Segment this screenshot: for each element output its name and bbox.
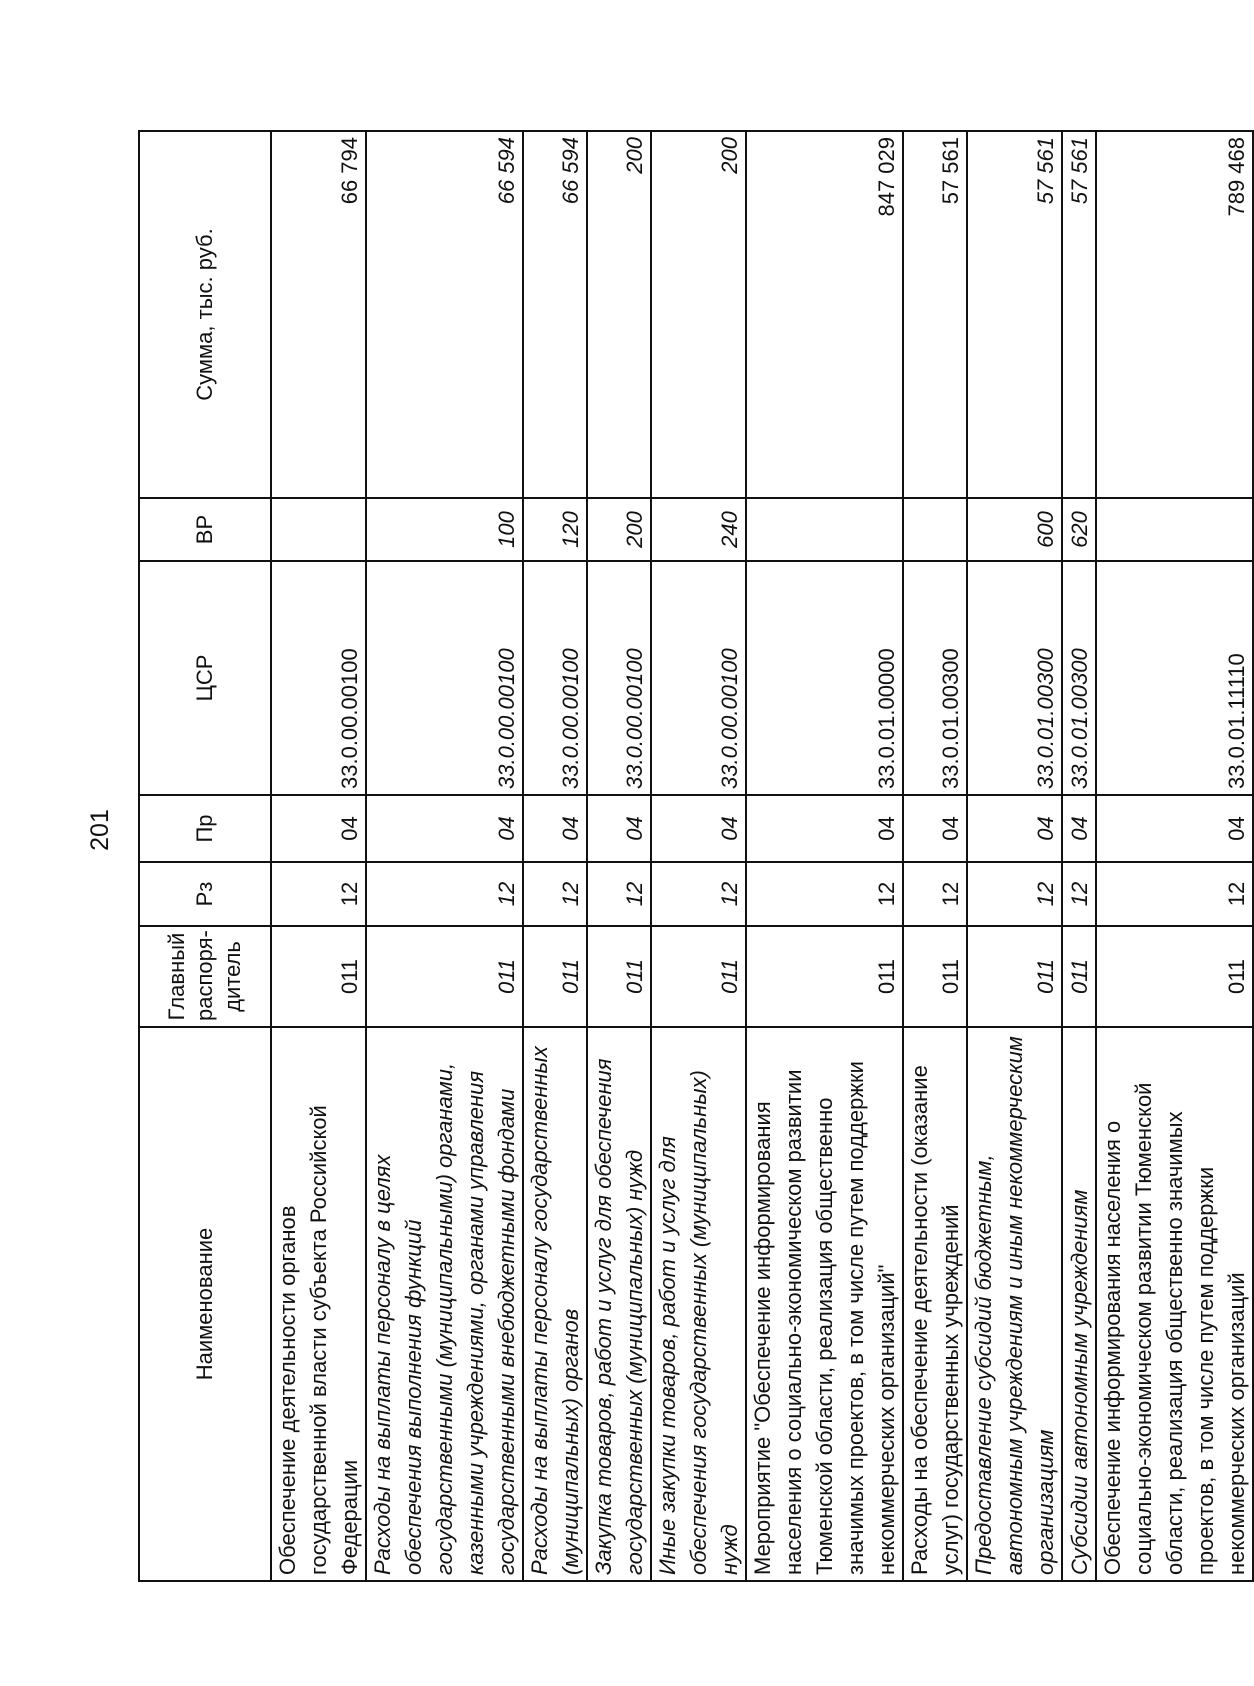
cell-pr: 04 (271, 795, 366, 862)
cell-sum: 200 (587, 131, 651, 498)
cell-csr: 33.0.01.00300 (903, 561, 967, 795)
cell-rz: 12 (1062, 862, 1096, 926)
cell-sum: 66 794 (271, 131, 366, 498)
cell-grbs: 011 (523, 926, 587, 1027)
table-body (271, 131, 1253, 1581)
cell-name: Иные закупки товаров, работ и услуг для обеспечения государственных (муниципальных) нужд (651, 1027, 746, 1581)
cell-vr: 600 (967, 498, 1062, 561)
cell-rz: 12 (523, 862, 587, 926)
budget-table (138, 130, 1254, 1582)
cell-name: Мероприятие "Обеспечение информирования населения о социально-экономическом развитии Тюменской области, реализация общественно значимых проектов, в том числе путем поддержки некоммерческих организаций" (746, 1027, 903, 1581)
table-row (903, 131, 967, 1581)
table-row (1096, 131, 1253, 1581)
cell-vr (903, 498, 967, 561)
cell-rz: 12 (1096, 862, 1253, 926)
cell-csr: 33.0.01.11110 (1096, 561, 1253, 795)
cell-vr: 620 (1062, 498, 1096, 561)
cell-sum: 200 (651, 131, 746, 498)
table-row (271, 131, 366, 1581)
cell-csr: 33.0.01.00300 (967, 561, 1062, 795)
cell-name: Расходы на обеспечение деятельности (оказание услуг) государственных учреждений (903, 1027, 967, 1581)
header-pr: Пр (139, 795, 271, 862)
cell-vr (1096, 498, 1253, 561)
cell-sum: 57 561 (903, 131, 967, 498)
cell-pr: 04 (651, 795, 746, 862)
cell-grbs: 011 (903, 926, 967, 1027)
cell-grbs: 011 (746, 926, 903, 1027)
cell-vr (271, 498, 366, 561)
cell-rz: 12 (746, 862, 903, 926)
cell-sum: 57 561 (967, 131, 1062, 498)
cell-pr: 04 (1062, 795, 1096, 862)
cell-rz: 12 (651, 862, 746, 926)
cell-sum: 57 561 (1062, 131, 1096, 498)
cell-vr: 200 (587, 498, 651, 561)
cell-grbs: 011 (1096, 926, 1253, 1027)
cell-name: Расходы на выплаты персоналу государственных (муниципальных) органов (523, 1027, 587, 1581)
cell-csr: 33.0.00.00100 (587, 561, 651, 795)
cell-name: Предоставление субсидий бюджетным, автономным учреждениям и иным некоммерческим организациям (967, 1027, 1062, 1581)
header-row (139, 131, 271, 1581)
cell-sum: 789 468 (1096, 131, 1253, 498)
cell-csr: 33.0.00.00100 (366, 561, 523, 795)
cell-csr: 33.0.00.00100 (651, 561, 746, 795)
table-header (139, 131, 271, 1581)
cell-vr: 120 (523, 498, 587, 561)
cell-rz: 12 (903, 862, 967, 926)
cell-csr: 33.0.00.00100 (271, 561, 366, 795)
cell-rz: 12 (967, 862, 1062, 926)
header-sum: Сумма, тыс. руб. (139, 131, 271, 498)
cell-name: Расходы на выплаты персоналу в целях обеспечения выполнения функций государственными (муниципальными) органами, казенными учреждениями, органами управления государственными внебюджетными фондами (366, 1027, 523, 1581)
cell-name: Обеспечение информирования населения о социально-экономическом развитии Тюменской области, реализация общественно значимых проектов, в том числе путем поддержки некоммерческих организаций (1096, 1027, 1253, 1581)
cell-pr: 04 (366, 795, 523, 862)
header-rz: Рз (139, 862, 271, 926)
header-vr: ВР (139, 498, 271, 561)
cell-pr: 04 (587, 795, 651, 862)
cell-vr (746, 498, 903, 561)
cell-pr: 04 (967, 795, 1062, 862)
cell-grbs: 011 (1062, 926, 1096, 1027)
page-number: 201 (85, 809, 114, 851)
cell-pr: 04 (903, 795, 967, 862)
cell-grbs: 011 (271, 926, 366, 1027)
cell-grbs: 011 (587, 926, 651, 1027)
table-row (967, 131, 1062, 1581)
cell-rz: 12 (587, 862, 651, 926)
cell-pr: 04 (1096, 795, 1253, 862)
table-row (746, 131, 903, 1581)
cell-csr: 33.0.01.00000 (746, 561, 903, 795)
table-row (587, 131, 651, 1581)
table-row (1062, 131, 1096, 1581)
rotated-page-content (138, 132, 1249, 1582)
header-grbs: Главный распоря-дитель (139, 926, 271, 1027)
cell-rz: 12 (366, 862, 523, 926)
cell-sum: 66 594 (523, 131, 587, 498)
table-row (366, 131, 523, 1581)
cell-name: Закупка товаров, работ и услуг для обеспечения государственных (муниципальных) нужд (587, 1027, 651, 1581)
header-name: Наименование (139, 1027, 271, 1581)
cell-vr: 240 (651, 498, 746, 561)
cell-name: Субсидии автономным учреждениям (1062, 1027, 1096, 1581)
cell-vr: 100 (366, 498, 523, 561)
cell-rz: 12 (271, 862, 366, 926)
cell-name: Обеспечение деятельности органов государственной власти субъекта Российской Федерации (271, 1027, 366, 1581)
cell-sum: 847 029 (746, 131, 903, 498)
cell-pr: 04 (746, 795, 903, 862)
cell-csr: 33.0.00.00100 (523, 561, 587, 795)
header-csr: ЦСР (139, 561, 271, 795)
cell-sum: 66 594 (366, 131, 523, 498)
table-row (523, 131, 587, 1581)
cell-grbs: 011 (366, 926, 523, 1027)
cell-grbs: 011 (651, 926, 746, 1027)
table-row (651, 131, 746, 1581)
cell-csr: 33.0.01.00300 (1062, 561, 1096, 795)
cell-pr: 04 (523, 795, 587, 862)
cell-grbs: 011 (967, 926, 1062, 1027)
